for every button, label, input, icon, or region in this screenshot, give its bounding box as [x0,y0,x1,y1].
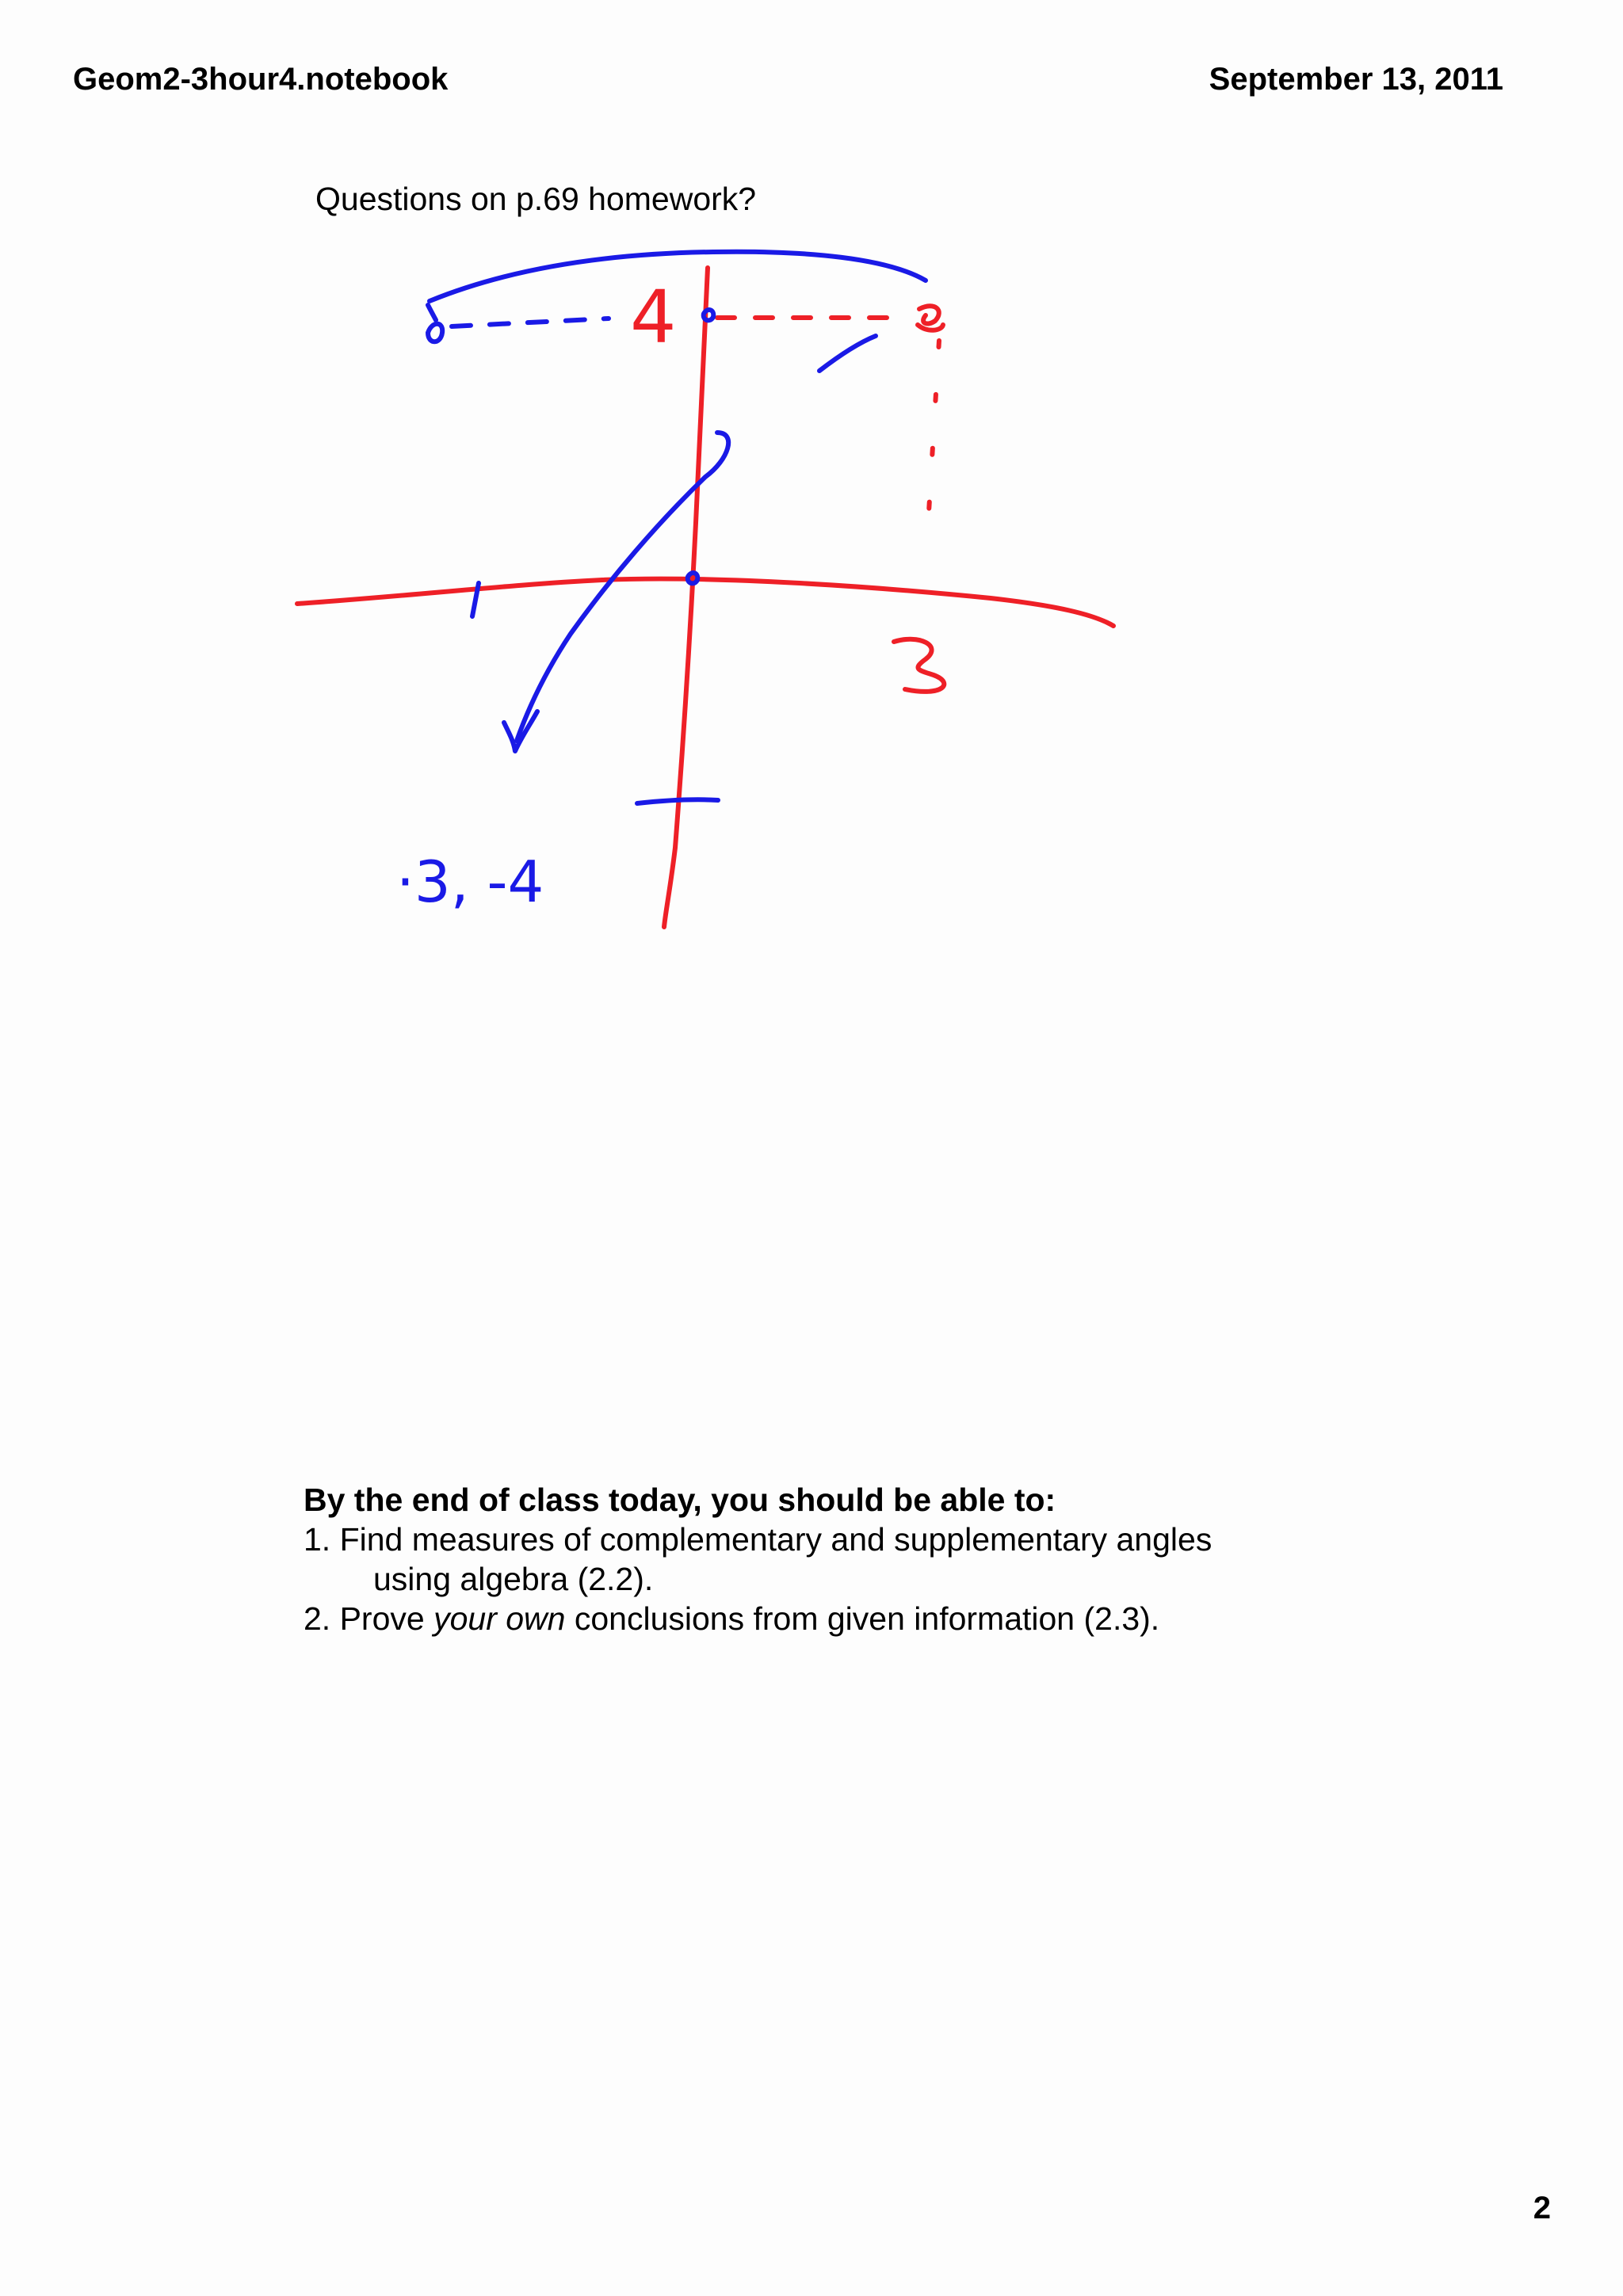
learning-objectives [304,1480,1212,1638]
objective-2 [304,1599,1212,1638]
notebook-title: Geom2-3hour4.notebook [73,62,449,97]
objectives-heading: By the end of class today, you should be able to: [304,1482,1056,1518]
homework-question: Questions on p.69 homework? [315,181,757,217]
point-on-axis [704,310,714,320]
point-neg-3-4 [428,305,442,341]
handwritten-sketch [0,0,1623,951]
objective-1-line-2: using algebra (2.2). [373,1561,654,1597]
horizontal-axis [297,579,1113,626]
dashed-line-left [452,318,609,326]
small-slash [819,336,876,371]
coordinate-note: ·3, -4 [396,849,544,915]
point-3-4 [918,306,943,330]
objective-2-emphasis: your own [433,1600,566,1637]
dashed-line-right [927,341,939,539]
objective-2-suffix: conclusions from given information (2.3). [565,1600,1160,1637]
objective-2-prefix: 2. Prove [304,1600,434,1637]
vertical-axis [664,268,708,927]
page-number: 2 [1533,2191,1551,2225]
label-four: 4 [630,275,677,360]
arc-line [430,252,926,301]
objective-1-line-1: 1. Find measures of complementary and supplementary angles [304,1521,1212,1558]
date: September 13, 2011 [1209,62,1503,97]
